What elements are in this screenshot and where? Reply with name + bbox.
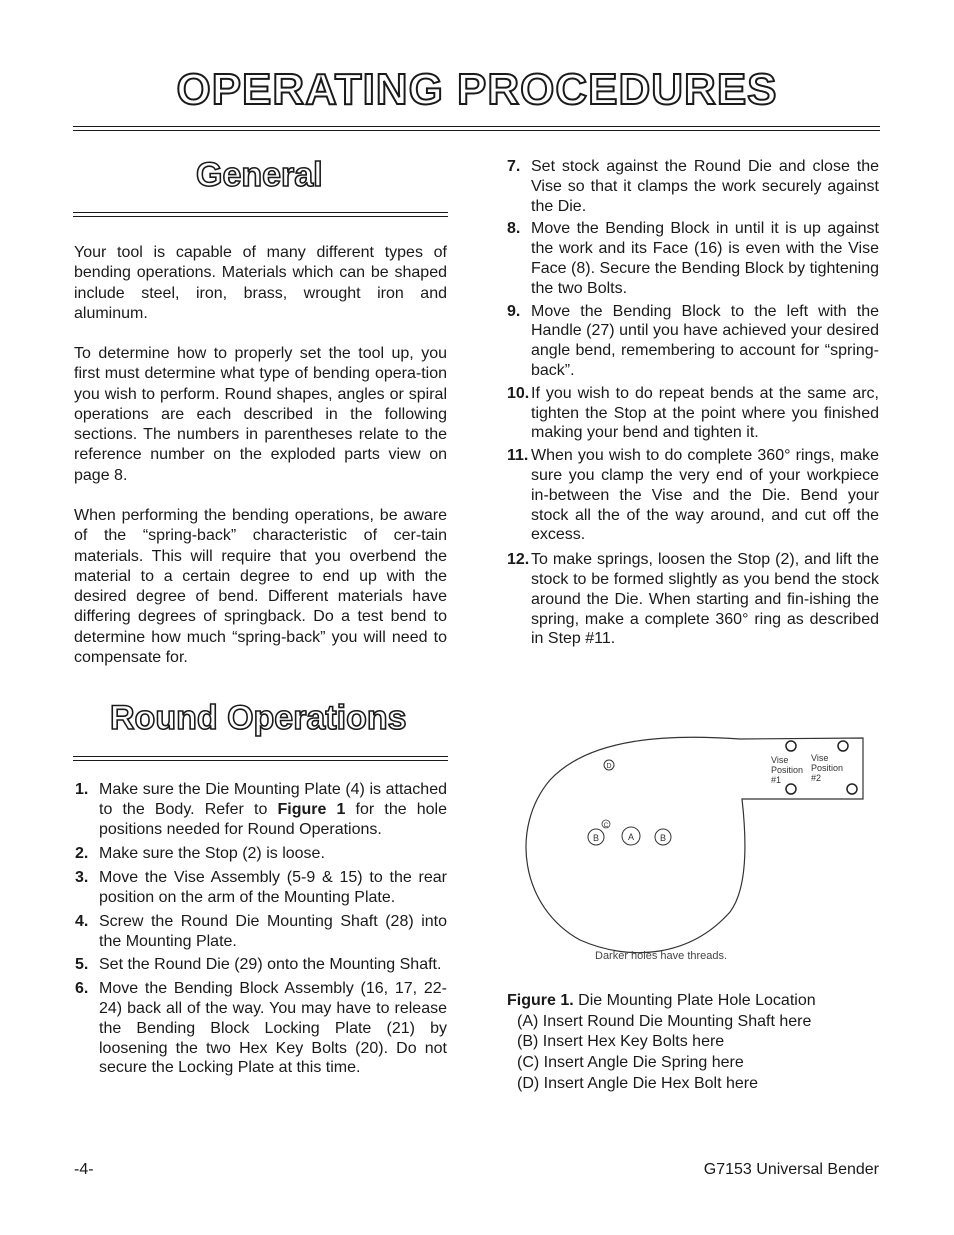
step-text: If you wish to do repeat bends at the same arc, tighten the Stop at the point where you finished making your bend and tighten it. (531, 384, 879, 442)
round-step (75, 979, 447, 1078)
general-paragraph-1: Your tool is capable of many different types of bending operations. Materials which can be shaped include steel, iron, brass, wrought iron and aluminum. (74, 244, 447, 322)
round-step (75, 844, 447, 864)
step-text: Move the Bending Block to the left with the Handle (27) until you have achieved your desired angle bend, remembering to account for “spring-back”. (531, 302, 879, 379)
round-steps-list (75, 780, 447, 1078)
round-steps-continued-list (507, 157, 879, 649)
vise-position-2-label-line3: #2 (811, 773, 822, 783)
hole-b-right-label: B (659, 833, 667, 843)
step-number: 1. (75, 781, 89, 798)
figure-caption (507, 991, 816, 1095)
figure-1-reference[interactable]: Figure 1 (277, 800, 346, 818)
hole-d-label: D (606, 763, 612, 770)
step-text: Move the Bending Block in until it is up against the work and its Face (16) is even with the Vise Face (8). Secure the Bending Block by tightening the two Bolts. (531, 220, 879, 297)
figure-caption-item: (C) Insert Angle Die Spring here (517, 1054, 744, 1072)
hole-a-label: A (627, 832, 635, 842)
figure-caption-item: (B) Insert Hex Key Bolts here (517, 1033, 725, 1051)
hole-c-label: C (603, 822, 609, 829)
step-number: 4. (75, 912, 89, 930)
step-text: Make sure the Stop (2) is loose. (99, 845, 325, 863)
step-number: 12. (507, 551, 530, 569)
round-step (75, 955, 447, 975)
product-name: G7153 Universal Bender (703, 1161, 879, 1178)
vise-position-1-label-line3: #1 (771, 775, 782, 785)
round-step (507, 302, 879, 381)
step-number: 2. (75, 845, 89, 863)
page-number: -4- (74, 1161, 94, 1178)
step-text: Move the Bending Block Assembly (16, 17, 22-24) back all of the way. You may have to release the Bending Block Locking Plate (21) by loosening the two Hex Key Bolts (20). Do not secure the Locking Plate at this time. (99, 980, 447, 1077)
step-number: 9. (507, 302, 521, 320)
step-text: Make sure the Die Mounting Plate (4) is attached to the Body. Refer to (99, 781, 447, 818)
step-text-continued: for the hole positions needed for Round Operations. (99, 800, 448, 838)
figure-caption-title: Die Mounting Plate Hole Location (573, 992, 816, 1009)
round-operations-heading: Round Operations (110, 699, 407, 737)
step-text: To make springs, loosen the Stop (2), and lift the stock to be formed slightly as you bend the stock around the Die. When starting and fin-ishing the spring, make a complete 360° ring as described in Step #11. (531, 551, 879, 648)
round-step (75, 868, 447, 908)
round-step (507, 384, 879, 443)
vise-position-2-label-line1: Vise (811, 753, 829, 763)
round-step (75, 912, 447, 952)
step-text: Set stock against the Round Die and close the Vise so that it clamps the work securely against the Die. (531, 158, 879, 215)
step-text: Set the Round Die (29) onto the Mounting Shaft. (99, 956, 442, 974)
general-rule (73, 212, 448, 217)
step-number: 5. (75, 956, 89, 974)
round-step (507, 219, 879, 298)
threads-note: Darker holes have threads. (595, 950, 728, 962)
round-step (507, 446, 879, 545)
hole-b-left-label: B (592, 833, 600, 843)
figure-caption-label: Figure 1. (507, 992, 574, 1009)
general-paragraph-2: To determine how to properly set the tool up, you first must determine what type of bending opera-tion you wish to perform. Round shapes, angles or spiral operations are each described in the following sections. The numbers in parentheses relate to the reference number on the exploded parts view on page 8. (74, 345, 447, 484)
step-number: 10. (507, 384, 530, 402)
step-number: 8. (507, 220, 521, 238)
general-paragraph-3: When performing the bending operations, be aware of the “spring-back” characteristic of cer-tain materials. This will require that you overbend the material to a certain degree to end up with the desired degree of bend. Different materials have differing degrees of springback. Do a test bend to determine how much “spring-back” you will need to compensate for. (74, 507, 447, 667)
figure-caption-item: (A) Insert Round Die Mounting Shaft here (517, 1012, 812, 1030)
title-rule (73, 126, 880, 131)
round-operations-rule (73, 756, 448, 761)
step-number: 6. (75, 980, 89, 998)
vise-position-2-label-line2: Position (811, 763, 844, 773)
page-title: OPERATING PROCEDURES (176, 65, 778, 114)
step-text: Screw the Round Die Mounting Shaft (28) into the Mounting Plate. (99, 912, 447, 950)
figure-caption-item: (D) Insert Angle Die Hex Bolt here (517, 1074, 758, 1092)
step-number: 3. (75, 869, 89, 887)
vise-position-1-label-line2: Position (771, 765, 804, 775)
round-step (75, 780, 447, 839)
round-step (507, 157, 879, 216)
step-text: When you wish to do complete 360° rings, make sure you clamp the very end of your workpiece in-between the Vise and the Die. Bend your stock all the of the way around, and cut off the excess. (531, 447, 879, 544)
step-text: Move the Vise Assembly (5-9 & 15) to the rear position on the arm of the Mounting Plate. (99, 869, 447, 906)
step-number: 7. (507, 158, 521, 175)
die-mounting-plate-diagram (520, 732, 870, 964)
general-heading: General (196, 156, 323, 194)
step-number: 11. (507, 447, 529, 465)
round-step (507, 550, 879, 649)
vise-position-1-label-line1: Vise (771, 755, 789, 765)
